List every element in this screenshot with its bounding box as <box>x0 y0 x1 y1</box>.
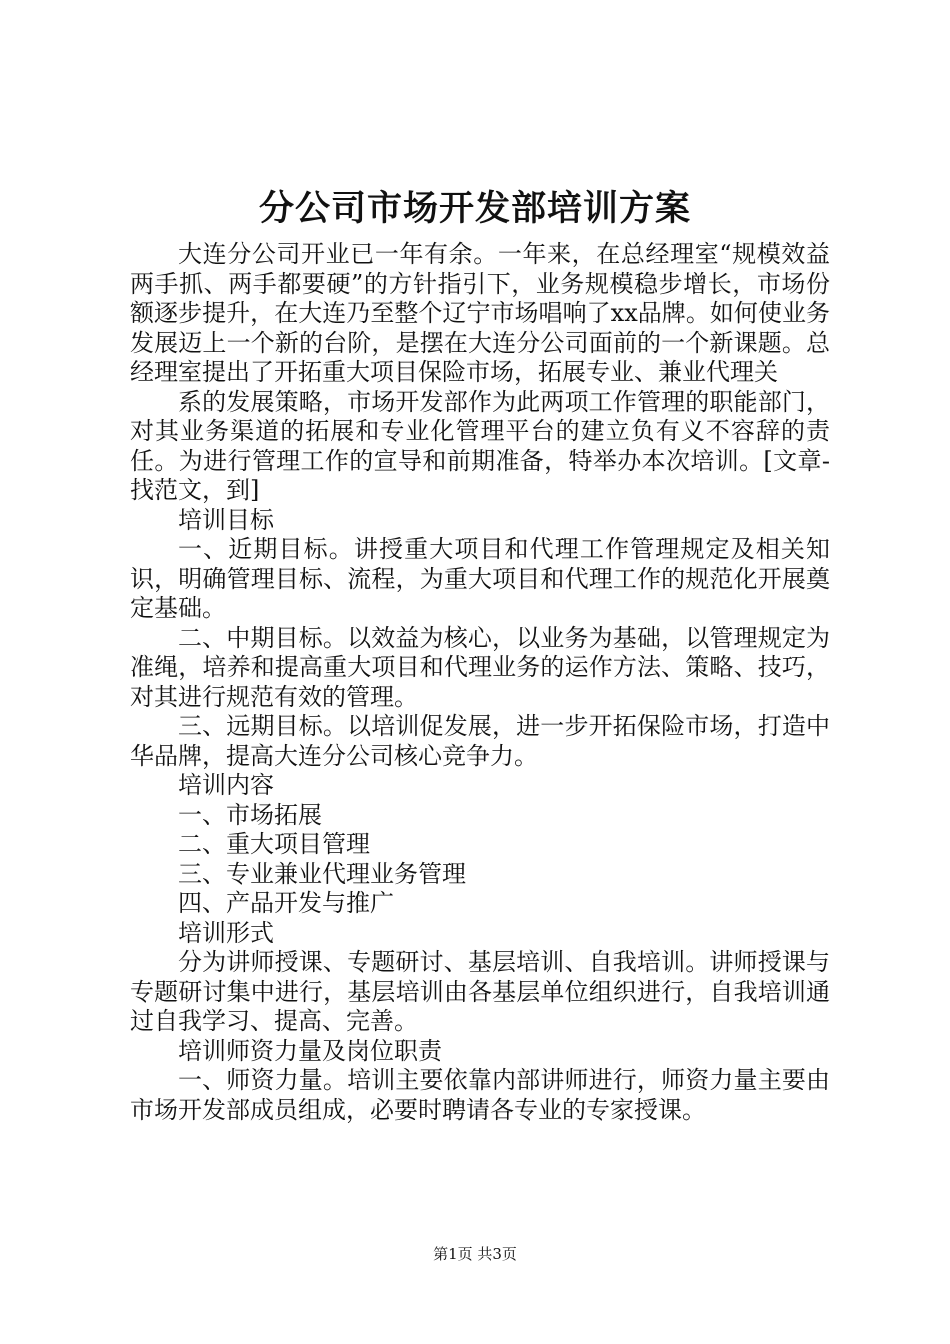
paragraph-training-format: 分为讲师授课、专题研讨、基层培训、自我培训。讲师授课与专题研讨集中进行，基层培训由各基层单位组织进行，自我培训通过自我学习、提高、完善。 <box>130 948 830 1035</box>
list-item-major-projects: 二、重大项目管理 <box>178 830 370 858</box>
paragraph-faculty: 一、师资力量。培训主要依靠内部讲师进行，师资力量主要由市场开发部成员组成，必要时聘请各专业的专家授课。 <box>130 1066 830 1124</box>
page-footer: 第1页 共3页 <box>433 1245 517 1263</box>
heading-training-content: 培训内容 <box>178 771 274 799</box>
document-body <box>130 240 830 1125</box>
heading-training-goals: 培训目标 <box>178 505 274 534</box>
list-item-market-expansion: 一、市场拓展 <box>178 800 322 829</box>
heading-faculty: 培训师资力量及岗位职责 <box>178 1036 442 1065</box>
page-title: 分公司市场开发部培训方案 <box>258 188 691 229</box>
heading-training-format: 培训形式 <box>178 918 274 947</box>
paragraph-long-term-goal: 三、远期目标。以培训促发展，进一步开拓保险市场，打造中华品牌，提高大连分公司核心竞争力。 <box>130 712 830 770</box>
paragraph-strategy: 系的发展策略，市场开发部作为此两项工作管理的职能部门，对其业务渠道的拓展和专业化管理平台的建立负有义不容辞的责任。为进行管理工作的宣导和前期准备，特举办本次培训。[文章-找范文，到] <box>130 387 830 504</box>
paragraph-intro: 大连分公司开业已一年有余。一年来，在总经理室“规模效益两手抓、两手都要硬”的方针指引下，业务规模稳步增长，市场份额逐步提升，在大连乃至整个辽宁市场唱响了xx品牌。如何使业务发展迈上一个新的台阶，是摆在大连分公司面前的一个新课题。总经理室提出了开拓重大项目保险市场，拓展专业、兼业代理关 <box>130 240 830 386</box>
paragraph-short-term-goal: 一、近期目标。讲授重大项目和代理工作管理规定及相关知识，明确管理目标、流程，为重大项目和代理工作的规范化开展奠定基础。 <box>130 535 830 622</box>
paragraph-mid-term-goal: 二、中期目标。以效益为核心，以业务为基础，以管理规定为准绳，培养和提高重大项目和代理业务的运作方法、策略、技巧，对其进行规范有效的管理。 <box>130 623 830 711</box>
list-item-agency-management: 三、专业兼业代理业务管理 <box>178 859 466 888</box>
list-item-product-development: 四、产品开发与推广 <box>178 889 394 917</box>
